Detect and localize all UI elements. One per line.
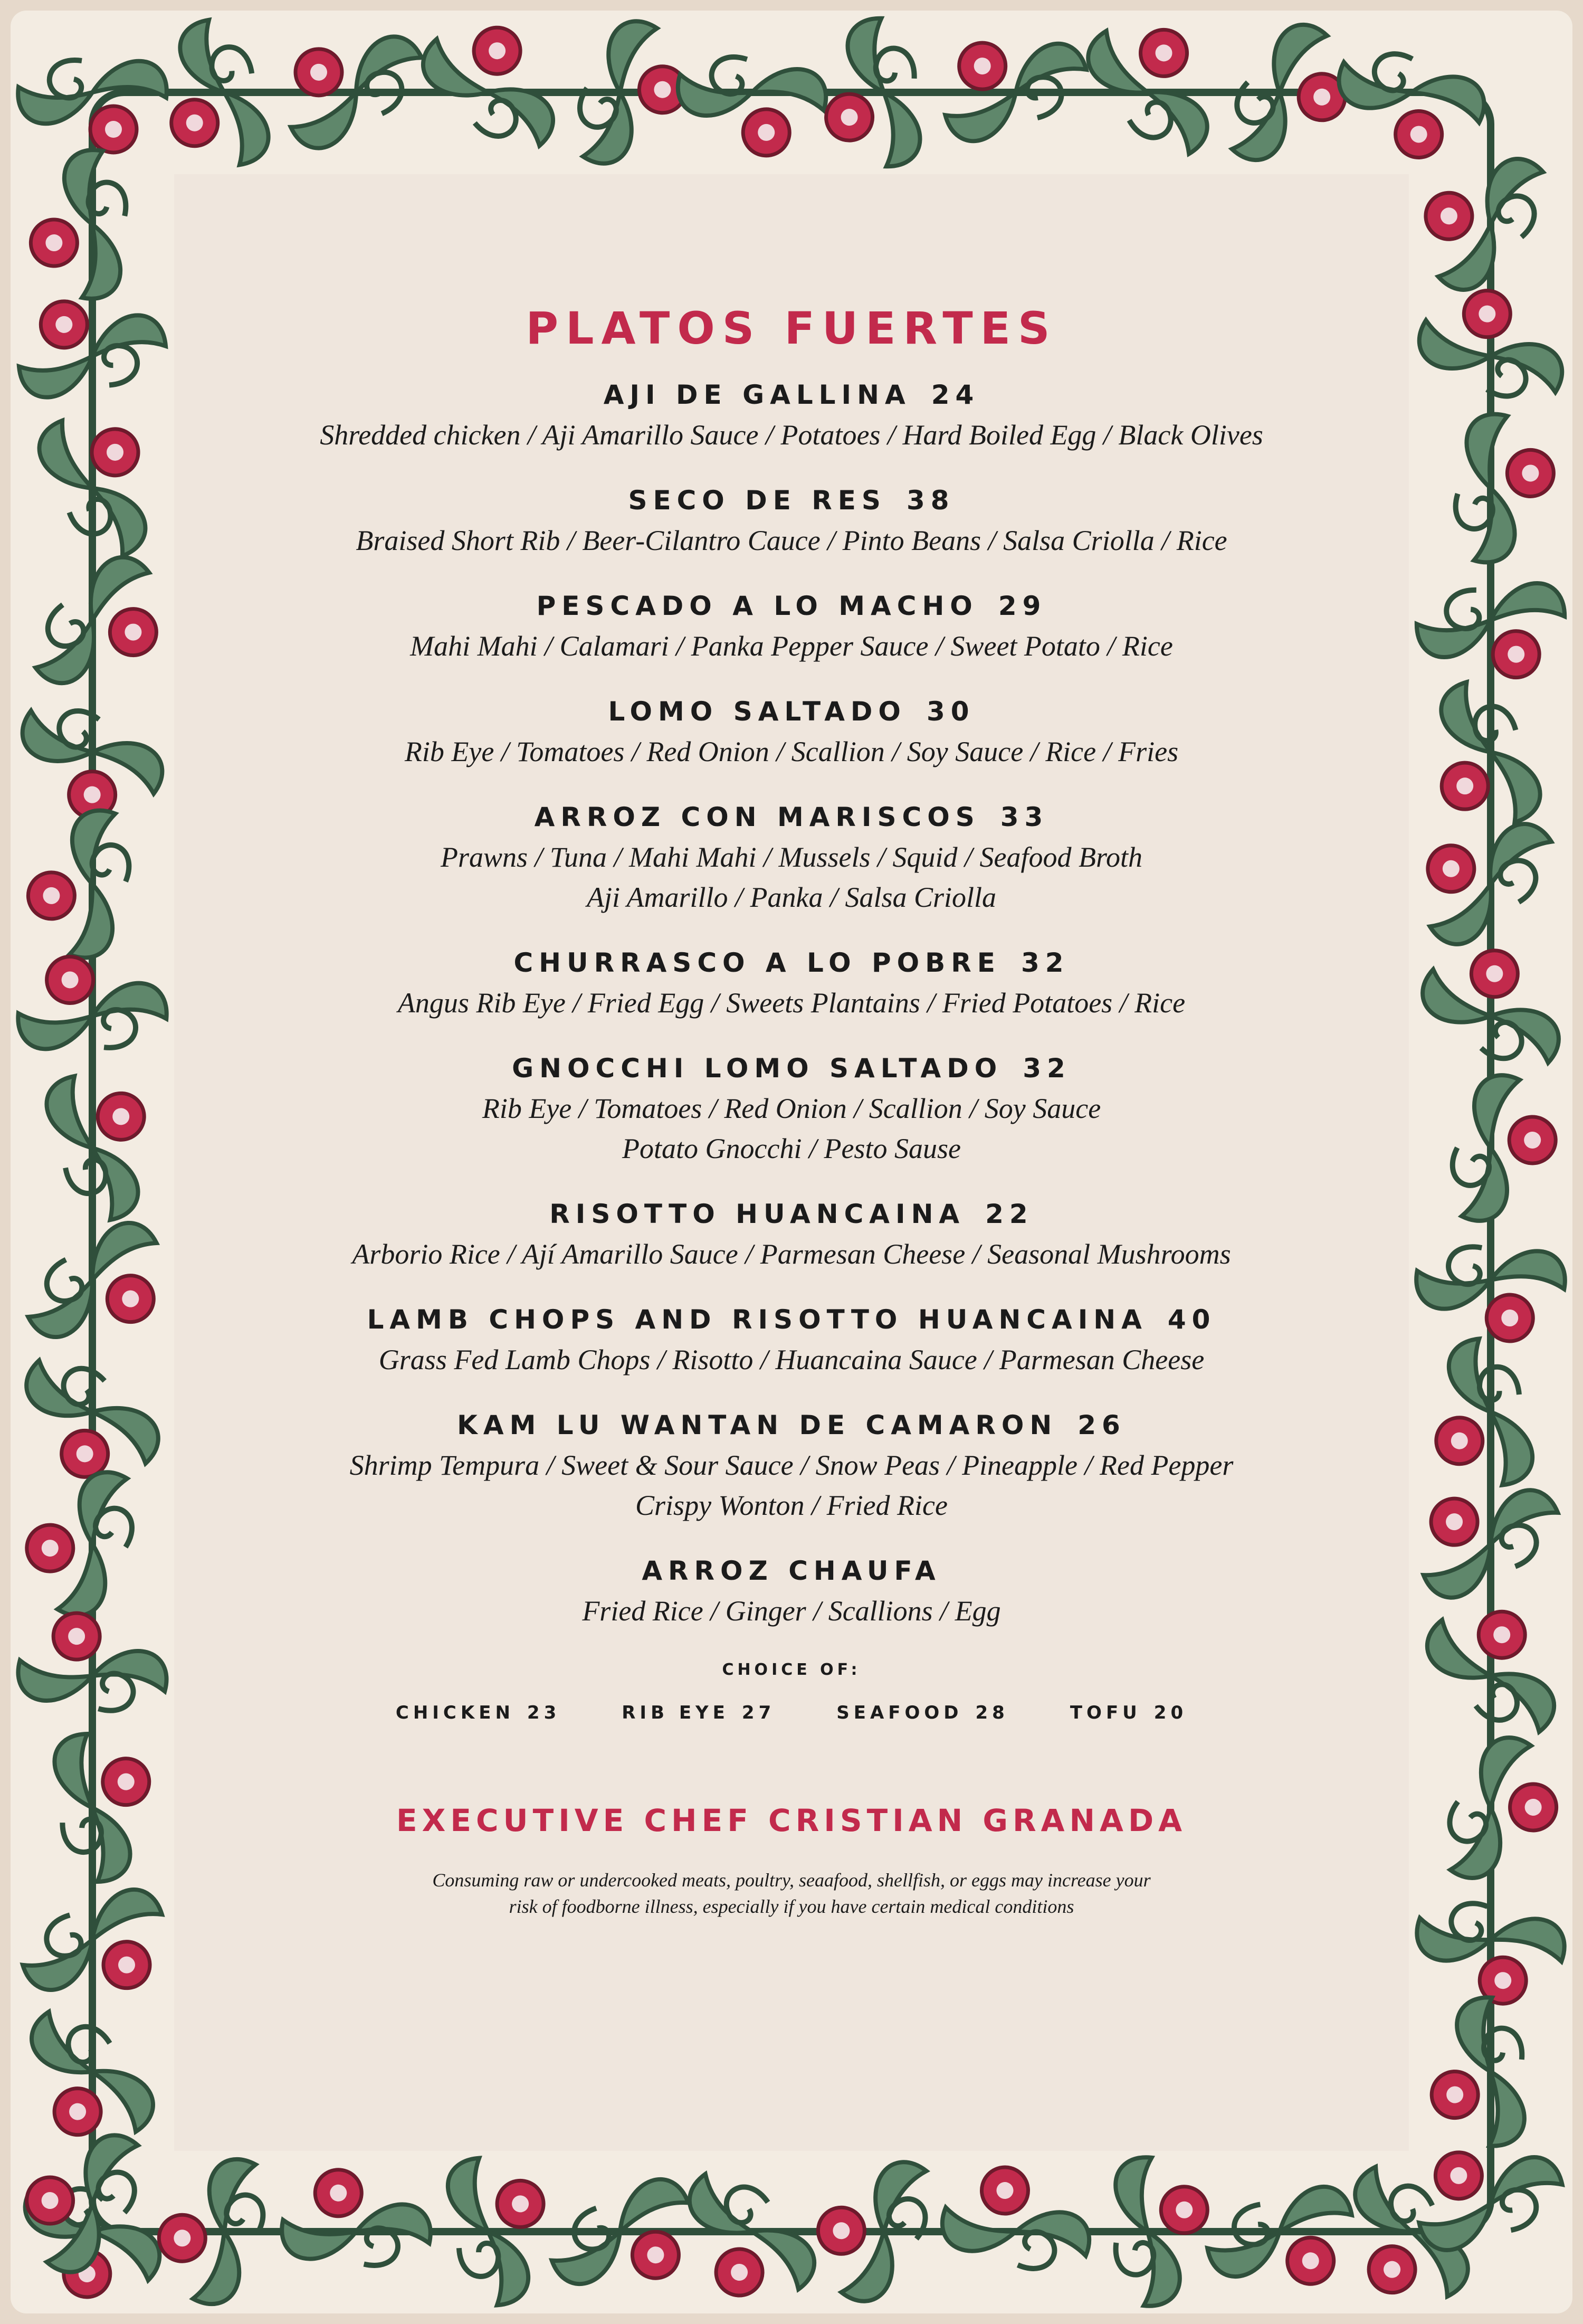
item-price: 33: [1000, 802, 1049, 832]
item-name: LOMO SALTADO: [608, 696, 907, 727]
menu-item: [174, 696, 1409, 772]
item-price: 26: [1077, 1410, 1126, 1440]
item-name: GNOCCHI LOMO SALTADO: [512, 1053, 1003, 1084]
item-description: Aji Amarillo / Panka / Salsa Criolla: [586, 881, 997, 913]
item-description: Grass Fed Lamb Chops / Risotto / Huancaina Sauce / Parmesan Cheese: [378, 1344, 1205, 1376]
item-heading: [174, 801, 1409, 833]
item-price: 24: [931, 380, 980, 410]
disclaimer-line: Consuming raw or undercooked meats, poultry, seaafood, shellfish, or eggs may increase your: [432, 1870, 1151, 1891]
disclaimer-line: risk of foodborne illness, especially if you have certain medical conditions: [509, 1896, 1074, 1917]
choice-label: TOFU: [1070, 1702, 1141, 1723]
item-name: PESCADO A LO MACHO: [536, 591, 978, 621]
chef-credit: EXECUTIVE CHEF CRISTIAN GRANADA: [396, 1803, 1187, 1838]
item-name: KAM LU WANTAN DE CAMARON: [457, 1410, 1058, 1440]
choice-list: [174, 1702, 1409, 1723]
item-name: SECO DE RES: [628, 485, 886, 516]
item-price: 32: [1023, 1053, 1071, 1084]
item-name: ARROZ CON MARISCOS: [534, 802, 980, 832]
item-description: Shredded chicken / Aji Amarillo Sauce / Potatoes / Hard Boiled Egg / Black Olives: [320, 419, 1263, 451]
menu-item: [174, 379, 1409, 455]
item-heading: [174, 1198, 1409, 1230]
item-description: Mahi Mahi / Calamari / Panka Pepper Sauce / Sweet Potato / Rice: [410, 630, 1173, 662]
item-name: ARROZ CHAUFA: [642, 1555, 941, 1586]
item-heading: [174, 1304, 1409, 1335]
menu-item: [174, 947, 1409, 1023]
item-heading: [174, 1409, 1409, 1441]
item-price: 40: [1167, 1304, 1216, 1335]
page-title: PLATOS FUERTES: [526, 302, 1057, 354]
choice-option: [396, 1702, 560, 1723]
item-description: Angus Rib Eye / Fried Egg / Sweets Plantains / Fried Potatoes / Rice: [397, 987, 1186, 1019]
choice-heading: CHOICE OF:: [722, 1661, 861, 1679]
item-name: LAMB CHOPS AND RISOTTO HUANCAINA: [367, 1304, 1148, 1335]
item-heading: [174, 1052, 1409, 1084]
item-heading: [174, 947, 1409, 979]
item-price: 32: [1021, 947, 1070, 978]
menu-item: [174, 801, 1409, 917]
item-description: Braised Short Rib / Beer-Cilantro Cauce / Pinto Beans / Salsa Criolla / Rice: [356, 525, 1227, 556]
item-name: CHURRASCO A LO POBRE: [513, 947, 1001, 978]
item-price: 30: [926, 696, 975, 727]
menu-item: [174, 1052, 1409, 1169]
choice-label: RIB EYE: [622, 1702, 729, 1723]
item-name: AJI DE GALLINA: [603, 380, 911, 410]
choice-label: CHICKEN: [395, 1702, 514, 1723]
menu-item: [174, 485, 1409, 561]
item-description: Arborio Rice / Ají Amarillo Sauce / Parmesan Cheese / Seasonal Mushrooms: [352, 1238, 1231, 1270]
choice-option: [622, 1702, 775, 1723]
item-description: Potato Gnocchi / Pesto Sause: [622, 1133, 961, 1164]
choice-label: SEAFOOD: [836, 1702, 963, 1723]
item-price: 38: [906, 485, 955, 516]
item-price: 29: [998, 591, 1047, 621]
menu-content: [174, 302, 1409, 1920]
menu-item: [174, 1555, 1409, 1631]
item-heading: [174, 379, 1409, 411]
item-heading: [174, 485, 1409, 516]
item-description: Rib Eye / Tomatoes / Red Onion / Scallion / Soy Sauce: [482, 1093, 1101, 1124]
item-description: Crispy Wonton / Fried Rice: [635, 1490, 948, 1521]
choice-option: [1070, 1702, 1187, 1723]
item-description: Fried Rice / Ginger / Scallions / Egg: [582, 1595, 1001, 1627]
choice-price: 23: [527, 1702, 561, 1723]
item-description: Prawns / Tuna / Mahi Mahi / Mussels / Squid / Seafood Broth: [440, 841, 1143, 873]
choice-price: 20: [1153, 1702, 1188, 1723]
menu-items: [174, 379, 1409, 1631]
item-description: Rib Eye / Tomatoes / Red Onion / Scallion / Soy Sauce / Rice / Fries: [404, 736, 1179, 767]
choice-option: [836, 1702, 1009, 1723]
item-name: RISOTTO HUANCAINA: [549, 1199, 966, 1229]
choice-price: 27: [741, 1702, 776, 1723]
choice-price: 28: [975, 1702, 1009, 1723]
menu-item: [174, 1304, 1409, 1380]
menu-item: [174, 1198, 1409, 1274]
item-heading: [174, 696, 1409, 727]
item-heading: [174, 1555, 1409, 1587]
menu-item: [174, 590, 1409, 666]
item-heading: [174, 590, 1409, 622]
item-description: Shrimp Tempura / Sweet & Sour Sauce / Snow Peas / Pineapple / Red Pepper: [349, 1449, 1234, 1481]
item-price: 22: [985, 1199, 1034, 1229]
disclaimer: [174, 1867, 1409, 1920]
menu-item: [174, 1409, 1409, 1525]
